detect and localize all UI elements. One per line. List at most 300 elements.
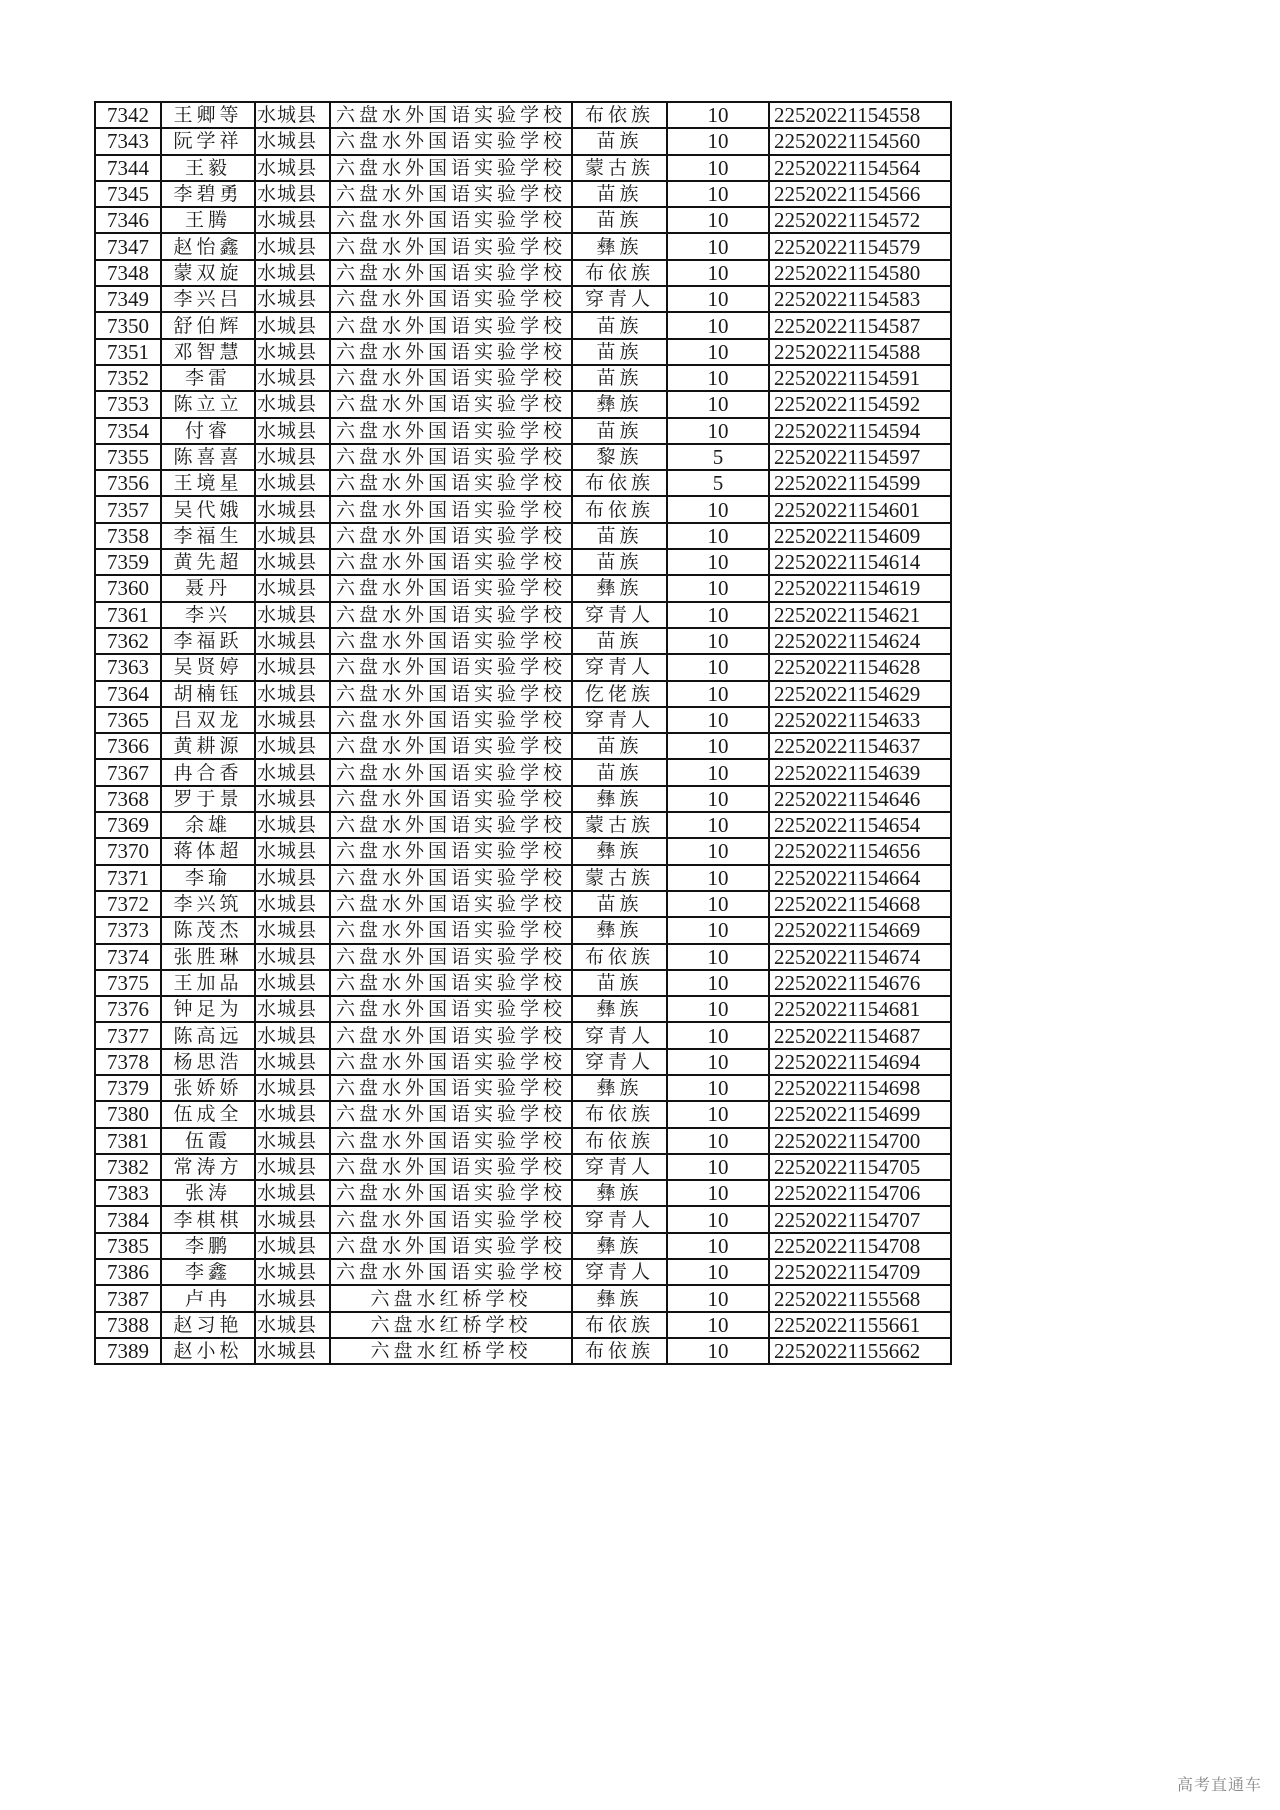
ethnicity-cell: 彝族 [572,996,667,1022]
exam-id-cell: 22520221154564 [769,155,951,181]
student-name-cell: 吴贤婷 [161,654,255,680]
table-row [95,707,951,733]
student-name-cell: 王毅 [161,155,255,181]
bonus-score-cell: 10 [667,1049,769,1075]
exam-id-cell: 22520221154572 [769,207,951,233]
row-number-cell: 7374 [95,944,161,970]
school-cell: 六盘水外国语实验学校 [330,470,572,496]
county-cell: 水城县 [255,102,330,128]
student-name-cell: 聂丹 [161,575,255,601]
student-name-cell: 伍成全 [161,1101,255,1127]
bonus-score-cell: 10 [667,1075,769,1101]
row-number-cell: 7369 [95,812,161,838]
school-cell: 六盘水外国语实验学校 [330,891,572,917]
bonus-score-cell: 10 [667,1233,769,1259]
school-cell: 六盘水外国语实验学校 [330,549,572,575]
student-name-cell: 李兴吕 [161,286,255,312]
county-cell: 水城县 [255,470,330,496]
county-cell: 水城县 [255,628,330,654]
county-cell: 水城县 [255,549,330,575]
bonus-score-cell: 10 [667,286,769,312]
exam-id-cell: 22520221154664 [769,865,951,891]
row-number-cell: 7387 [95,1285,161,1311]
student-name-cell: 王加品 [161,970,255,996]
student-name-cell: 伍霞 [161,1128,255,1154]
student-name-cell: 钟足为 [161,996,255,1022]
school-cell: 六盘水外国语实验学校 [330,207,572,233]
row-number-cell: 7371 [95,865,161,891]
exam-id-cell: 22520221155661 [769,1312,951,1338]
student-name-cell: 赵习艳 [161,1312,255,1338]
student-name-cell: 李鹏 [161,1233,255,1259]
bonus-score-cell: 10 [667,312,769,338]
county-cell: 水城县 [255,444,330,470]
ethnicity-cell: 苗族 [572,312,667,338]
table-row [95,1075,951,1101]
county-cell: 水城县 [255,181,330,207]
row-number-cell: 7357 [95,496,161,522]
student-name-cell: 舒伯辉 [161,312,255,338]
bonus-score-cell: 10 [667,1285,769,1311]
student-name-cell: 张涛 [161,1180,255,1206]
bonus-score-cell: 10 [667,759,769,785]
ethnicity-cell: 布依族 [572,470,667,496]
bonus-score-cell: 10 [667,681,769,707]
exam-id-cell: 22520221154656 [769,838,951,864]
school-cell: 六盘水外国语实验学校 [330,260,572,286]
exam-id-cell: 22520221154579 [769,233,951,259]
student-name-cell: 陈茂杰 [161,917,255,943]
student-name-cell: 李鑫 [161,1259,255,1285]
row-number-cell: 7385 [95,1233,161,1259]
bonus-score-cell: 10 [667,523,769,549]
row-number-cell: 7349 [95,286,161,312]
ethnicity-cell: 布依族 [572,1101,667,1127]
table-row [95,102,951,128]
table-row [95,628,951,654]
ethnicity-cell: 布依族 [572,1312,667,1338]
row-number-cell: 7389 [95,1338,161,1364]
ethnicity-cell: 穿青人 [572,707,667,733]
ethnicity-cell: 苗族 [572,628,667,654]
exam-id-cell: 22520221154699 [769,1101,951,1127]
bonus-score-cell: 10 [667,602,769,628]
table-row [95,128,951,154]
county-cell: 水城县 [255,654,330,680]
bonus-score-cell: 10 [667,339,769,365]
county-cell: 水城县 [255,391,330,417]
exam-id-cell: 22520221154588 [769,339,951,365]
school-cell: 六盘水外国语实验学校 [330,286,572,312]
table-row [95,470,951,496]
student-name-cell: 张胜琳 [161,944,255,970]
county-cell: 水城县 [255,260,330,286]
exam-id-cell: 22520221154700 [769,1128,951,1154]
table-row [95,233,951,259]
ethnicity-cell: 彝族 [572,1075,667,1101]
ethnicity-cell: 苗族 [572,523,667,549]
ethnicity-cell: 彝族 [572,391,667,417]
exam-id-cell: 22520221154709 [769,1259,951,1285]
row-number-cell: 7386 [95,1259,161,1285]
table-row [95,1101,951,1127]
exam-id-cell: 22520221155662 [769,1338,951,1364]
bonus-score-cell: 10 [667,917,769,943]
county-cell: 水城县 [255,312,330,338]
student-name-cell: 冉合香 [161,759,255,785]
row-number-cell: 7344 [95,155,161,181]
exam-id-cell: 22520221154705 [769,1154,951,1180]
student-name-cell: 邓智慧 [161,339,255,365]
ethnicity-cell: 穿青人 [572,1206,667,1232]
exam-id-cell: 22520221154707 [769,1206,951,1232]
row-number-cell: 7366 [95,733,161,759]
roster-table [94,101,952,1365]
school-cell: 六盘水外国语实验学校 [330,602,572,628]
county-cell: 水城县 [255,602,330,628]
student-name-cell: 常涛方 [161,1154,255,1180]
bonus-score-cell: 10 [667,233,769,259]
table-row [95,602,951,628]
table-row [95,681,951,707]
school-cell: 六盘水外国语实验学校 [330,838,572,864]
table-row [95,260,951,286]
bonus-score-cell: 10 [667,1312,769,1338]
ethnicity-cell: 穿青人 [572,286,667,312]
school-cell: 六盘水外国语实验学校 [330,944,572,970]
bonus-score-cell: 10 [667,1101,769,1127]
exam-id-cell: 22520221154639 [769,759,951,785]
exam-id-cell: 22520221154646 [769,786,951,812]
school-cell: 六盘水外国语实验学校 [330,917,572,943]
exam-id-cell: 22520221154694 [769,1049,951,1075]
ethnicity-cell: 彝族 [572,575,667,601]
school-cell: 六盘水外国语实验学校 [330,707,572,733]
table-row [95,1338,951,1364]
table-row [95,418,951,444]
row-number-cell: 7378 [95,1049,161,1075]
row-number-cell: 7347 [95,233,161,259]
row-number-cell: 7388 [95,1312,161,1338]
ethnicity-cell: 穿青人 [572,602,667,628]
student-name-cell: 杨思浩 [161,1049,255,1075]
school-cell: 六盘水外国语实验学校 [330,1180,572,1206]
school-cell: 六盘水外国语实验学校 [330,128,572,154]
bonus-score-cell: 10 [667,865,769,891]
row-number-cell: 7356 [95,470,161,496]
table-row [95,1022,951,1048]
row-number-cell: 7377 [95,1022,161,1048]
student-name-cell: 罗于景 [161,786,255,812]
school-cell: 六盘水外国语实验学校 [330,365,572,391]
exam-id-cell: 22520221154619 [769,575,951,601]
school-cell: 六盘水外国语实验学校 [330,418,572,444]
ethnicity-cell: 苗族 [572,733,667,759]
exam-id-cell: 22520221154654 [769,812,951,838]
bonus-score-cell: 10 [667,1154,769,1180]
bonus-score-cell: 5 [667,470,769,496]
school-cell: 六盘水外国语实验学校 [330,312,572,338]
table-row [95,155,951,181]
student-name-cell: 阮学祥 [161,128,255,154]
exam-id-cell: 22520221154668 [769,891,951,917]
school-cell: 六盘水外国语实验学校 [330,996,572,1022]
row-number-cell: 7345 [95,181,161,207]
exam-id-cell: 22520221154592 [769,391,951,417]
student-name-cell: 赵怡鑫 [161,233,255,259]
bonus-score-cell: 10 [667,496,769,522]
county-cell: 水城县 [255,865,330,891]
table-row [95,1180,951,1206]
exam-id-cell: 22520221154601 [769,496,951,522]
row-number-cell: 7342 [95,102,161,128]
county-cell: 水城县 [255,1022,330,1048]
table-row [95,970,951,996]
table-row [95,1154,951,1180]
ethnicity-cell: 苗族 [572,339,667,365]
exam-id-cell: 22520221154708 [769,1233,951,1259]
table-row [95,1049,951,1075]
bonus-score-cell: 10 [667,970,769,996]
ethnicity-cell: 苗族 [572,207,667,233]
school-cell: 六盘水外国语实验学校 [330,786,572,812]
row-number-cell: 7362 [95,628,161,654]
county-cell: 水城县 [255,970,330,996]
school-cell: 六盘水外国语实验学校 [330,628,572,654]
bonus-score-cell: 10 [667,418,769,444]
row-number-cell: 7352 [95,365,161,391]
exam-id-cell: 22520221154687 [769,1022,951,1048]
row-number-cell: 7381 [95,1128,161,1154]
row-number-cell: 7358 [95,523,161,549]
exam-id-cell: 22520221154629 [769,681,951,707]
bonus-score-cell: 10 [667,1180,769,1206]
ethnicity-cell: 苗族 [572,181,667,207]
ethnicity-cell: 布依族 [572,1128,667,1154]
school-cell: 六盘水外国语实验学校 [330,523,572,549]
student-name-cell: 王腾 [161,207,255,233]
table-row [95,575,951,601]
bonus-score-cell: 10 [667,628,769,654]
school-cell: 六盘水红桥学校 [330,1338,572,1364]
exam-id-cell: 22520221154560 [769,128,951,154]
row-number-cell: 7383 [95,1180,161,1206]
table-row [95,1128,951,1154]
table-row [95,207,951,233]
row-number-cell: 7373 [95,917,161,943]
table-row [95,391,951,417]
bonus-score-cell: 10 [667,1338,769,1364]
bonus-score-cell: 10 [667,1022,769,1048]
row-number-cell: 7365 [95,707,161,733]
student-name-cell: 李兴筑 [161,891,255,917]
school-cell: 六盘水外国语实验学校 [330,970,572,996]
ethnicity-cell: 彝族 [572,1233,667,1259]
row-number-cell: 7372 [95,891,161,917]
table-row [95,339,951,365]
ethnicity-cell: 彝族 [572,1285,667,1311]
table-row [95,181,951,207]
exam-id-cell: 22520221154698 [769,1075,951,1101]
student-name-cell: 王境星 [161,470,255,496]
school-cell: 六盘水外国语实验学校 [330,233,572,259]
table-row [95,549,951,575]
exam-id-cell: 22520221154591 [769,365,951,391]
ethnicity-cell: 蒙古族 [572,812,667,838]
student-name-cell: 胡楠钰 [161,681,255,707]
school-cell: 六盘水外国语实验学校 [330,391,572,417]
ethnicity-cell: 苗族 [572,759,667,785]
county-cell: 水城县 [255,681,330,707]
bonus-score-cell: 10 [667,155,769,181]
student-name-cell: 李兴 [161,602,255,628]
row-number-cell: 7350 [95,312,161,338]
ethnicity-cell: 苗族 [572,891,667,917]
student-name-cell: 陈立立 [161,391,255,417]
row-number-cell: 7353 [95,391,161,417]
ethnicity-cell: 布依族 [572,944,667,970]
ethnicity-cell: 蒙古族 [572,865,667,891]
county-cell: 水城县 [255,418,330,444]
row-number-cell: 7384 [95,1206,161,1232]
school-cell: 六盘水外国语实验学校 [330,1128,572,1154]
bonus-score-cell: 10 [667,549,769,575]
county-cell: 水城县 [255,286,330,312]
bonus-score-cell: 10 [667,128,769,154]
exam-id-cell: 22520221154599 [769,470,951,496]
student-name-cell: 吕双龙 [161,707,255,733]
row-number-cell: 7382 [95,1154,161,1180]
bonus-score-cell: 10 [667,1128,769,1154]
table-row [95,1312,951,1338]
county-cell: 水城县 [255,1049,330,1075]
roster-table-body [95,102,951,1364]
table-row [95,523,951,549]
school-cell: 六盘水外国语实验学校 [330,759,572,785]
bonus-score-cell: 10 [667,838,769,864]
school-cell: 六盘水红桥学校 [330,1312,572,1338]
student-name-cell: 黄先超 [161,549,255,575]
exam-id-cell: 22520221155568 [769,1285,951,1311]
bonus-score-cell: 10 [667,1259,769,1285]
student-name-cell: 余雄 [161,812,255,838]
county-cell: 水城县 [255,944,330,970]
ethnicity-cell: 布依族 [572,1338,667,1364]
bonus-score-cell: 10 [667,812,769,838]
row-number-cell: 7363 [95,654,161,680]
student-name-cell: 吴代娥 [161,496,255,522]
ethnicity-cell: 穿青人 [572,1022,667,1048]
county-cell: 水城县 [255,155,330,181]
exam-id-cell: 22520221154583 [769,286,951,312]
table-row [95,1233,951,1259]
exam-id-cell: 22520221154706 [769,1180,951,1206]
exam-id-cell: 22520221154566 [769,181,951,207]
bonus-score-cell: 10 [667,707,769,733]
student-name-cell: 黄耕源 [161,733,255,759]
ethnicity-cell: 彝族 [572,917,667,943]
county-cell: 水城县 [255,996,330,1022]
ethnicity-cell: 苗族 [572,128,667,154]
bonus-score-cell: 10 [667,365,769,391]
ethnicity-cell: 布依族 [572,496,667,522]
row-number-cell: 7360 [95,575,161,601]
county-cell: 水城县 [255,1233,330,1259]
table-row [95,891,951,917]
table-row [95,786,951,812]
school-cell: 六盘水外国语实验学校 [330,1049,572,1075]
bonus-score-cell: 10 [667,944,769,970]
ethnicity-cell: 布依族 [572,260,667,286]
county-cell: 水城县 [255,1338,330,1364]
row-number-cell: 7354 [95,418,161,444]
exam-id-cell: 22520221154558 [769,102,951,128]
table-row [95,286,951,312]
school-cell: 六盘水外国语实验学校 [330,733,572,759]
student-name-cell: 陈喜喜 [161,444,255,470]
exam-id-cell: 22520221154594 [769,418,951,444]
table-row [95,838,951,864]
bonus-score-cell: 10 [667,654,769,680]
school-cell: 六盘水外国语实验学校 [330,575,572,601]
school-cell: 六盘水外国语实验学校 [330,654,572,680]
ethnicity-cell: 穿青人 [572,1049,667,1075]
exam-id-cell: 22520221154624 [769,628,951,654]
table-row [95,996,951,1022]
exam-id-cell: 22520221154637 [769,733,951,759]
row-number-cell: 7351 [95,339,161,365]
row-number-cell: 7370 [95,838,161,864]
county-cell: 水城县 [255,917,330,943]
student-name-cell: 李棋棋 [161,1206,255,1232]
row-number-cell: 7364 [95,681,161,707]
school-cell: 六盘水外国语实验学校 [330,496,572,522]
student-name-cell: 陈高远 [161,1022,255,1048]
exam-id-cell: 22520221154597 [769,444,951,470]
county-cell: 水城县 [255,1206,330,1232]
table-row [95,365,951,391]
school-cell: 六盘水外国语实验学校 [330,1206,572,1232]
row-number-cell: 7376 [95,996,161,1022]
exam-id-cell: 22520221154621 [769,602,951,628]
ethnicity-cell: 仡佬族 [572,681,667,707]
row-number-cell: 7367 [95,759,161,785]
table-row [95,496,951,522]
exam-id-cell: 22520221154587 [769,312,951,338]
bonus-score-cell: 10 [667,575,769,601]
ethnicity-cell: 黎族 [572,444,667,470]
county-cell: 水城县 [255,207,330,233]
student-name-cell: 王卿等 [161,102,255,128]
row-number-cell: 7380 [95,1101,161,1127]
county-cell: 水城县 [255,233,330,259]
exam-id-cell: 22520221154674 [769,944,951,970]
school-cell: 六盘水红桥学校 [330,1285,572,1311]
county-cell: 水城县 [255,1075,330,1101]
bonus-score-cell: 10 [667,391,769,417]
school-cell: 六盘水外国语实验学校 [330,1075,572,1101]
school-cell: 六盘水外国语实验学校 [330,1259,572,1285]
school-cell: 六盘水外国语实验学校 [330,1154,572,1180]
county-cell: 水城县 [255,339,330,365]
row-number-cell: 7348 [95,260,161,286]
student-name-cell: 蒙双旋 [161,260,255,286]
school-cell: 六盘水外国语实验学校 [330,444,572,470]
student-name-cell: 蒋体超 [161,838,255,864]
county-cell: 水城县 [255,707,330,733]
student-name-cell: 李碧勇 [161,181,255,207]
school-cell: 六盘水外国语实验学校 [330,155,572,181]
